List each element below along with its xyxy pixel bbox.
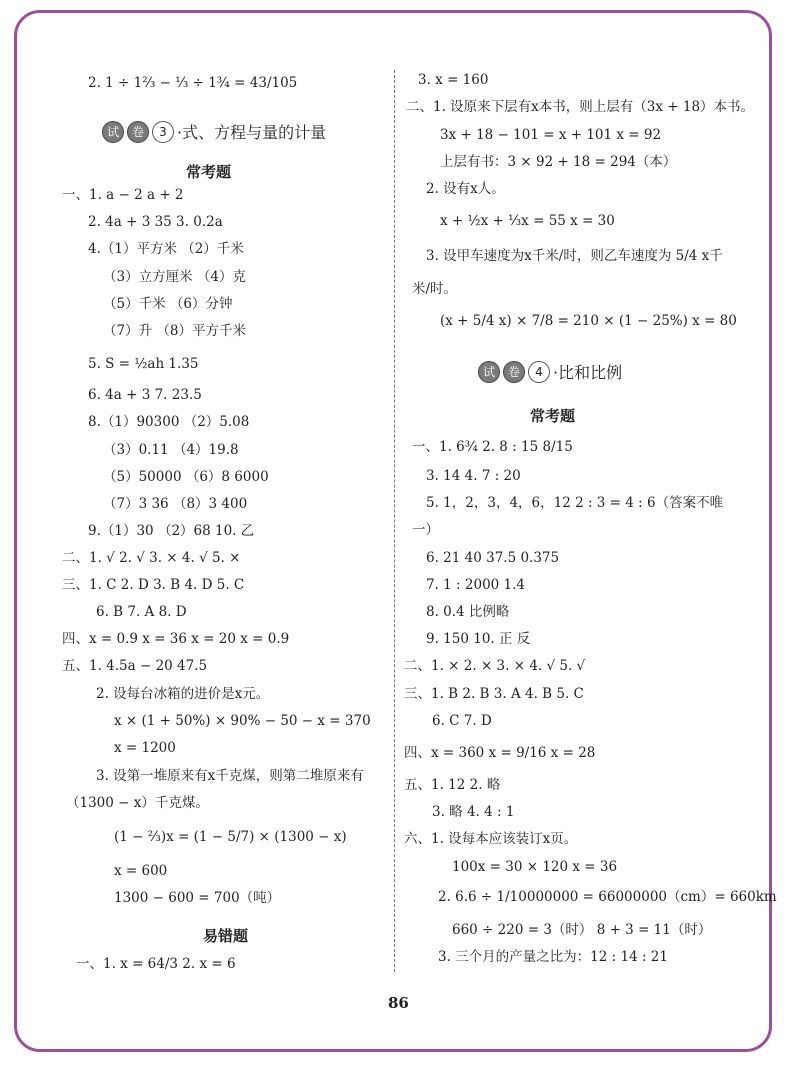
answer-line: 5. 1，2，3，4，6，12 2 : 3 = 4 : 6（答案不唯 <box>426 495 724 511</box>
answer-line: 8.（1）90300 （2）5.08 <box>88 414 250 430</box>
answer-line: 6. 21 40 37.5 0.375 <box>426 550 560 566</box>
answer-line: (1 − ⅔)x = (1 − 5/7) × (1300 − x) <box>114 829 347 845</box>
answer-line: 上层有书：3 × 92 + 18 = 294（本） <box>440 154 677 170</box>
badge-juan: 卷 <box>127 121 149 143</box>
section-title-text: ·式、方程与量的计量 <box>177 123 327 142</box>
answer-line: （7）3 36 （8）3 400 <box>103 496 248 512</box>
section-title-4 <box>478 360 622 383</box>
answer-line: 9. 150 10. 正 反 <box>426 631 531 647</box>
answer-line: 8. 0.4 比例略 <box>426 604 510 620</box>
badge-number: 4 <box>528 361 550 383</box>
answer-line: 五、1. 12 2. 略 <box>404 777 501 793</box>
answer-line: 一、1. 6¾ 2. 8 : 15 8/15 <box>412 439 573 455</box>
answer-line: x + ½x + ⅓x = 55 x = 30 <box>440 213 615 229</box>
answer-line: 3x + 18 − 101 = x + 101 x = 92 <box>440 127 662 143</box>
answer-line: x = 600 <box>114 863 168 879</box>
section-title-text: ·比和比例 <box>553 363 623 382</box>
answer-line: 6. B 7. A 8. D <box>96 604 187 620</box>
answer-line: (x + 5/4 x) × 7/8 = 210 × (1 − 25%) x = 80 <box>440 313 737 329</box>
answer-line: 2. 设每台冰箱的进价是x元。 <box>96 686 270 702</box>
answer-line: 2. 4a + 3 35 3. 0.2a <box>88 214 223 230</box>
badge-juan: 卷 <box>503 361 525 383</box>
answer-line: 3. 略 4. 4 : 1 <box>432 804 515 820</box>
answer-line: 二、1. 设原来下层有x本书，则上层有（3x + 18）本书。 <box>406 99 755 115</box>
answer-line: 二、1. √ 2. √ 3. × 4. √ 5. × <box>62 550 241 566</box>
answer-line: 3. 三个月的产量之比为：12 : 14 : 21 <box>438 949 668 965</box>
heading-common: 常考题 <box>186 163 232 181</box>
answer-line: 3. x = 160 <box>418 72 489 88</box>
answer-line: 660 ÷ 220 = 3（时） 8 + 3 = 11（时） <box>452 922 712 938</box>
answer-line: 7. 1 : 2000 1.4 <box>426 577 526 593</box>
answer-line: （1300 − x）千克煤。 <box>66 795 209 811</box>
answer-line: 6. 4a + 3 7. 23.5 <box>88 387 202 403</box>
answer-line: x × (1 + 50%) × 90% − 50 − x = 370 <box>114 713 371 729</box>
answer-line: （3）立方厘米 （4）克 <box>103 269 246 285</box>
answer-line: 六、1. 设每本应该装订x页。 <box>404 831 578 847</box>
answer-line: 2. 设有x人。 <box>426 181 505 197</box>
answer-line: x = 1200 <box>114 740 176 756</box>
answer-line: 9.（1）30 （2）68 10. 乙 <box>88 523 255 539</box>
answer-line: 三、1. B 2. B 3. A 4. B 5. C <box>404 686 584 702</box>
answer-line: （5）千米 （6）分钟 <box>103 296 233 312</box>
answer-line: 3. 14 4. 7 : 20 <box>426 468 521 484</box>
badge-number: 3 <box>152 121 174 143</box>
answer-line: 一、1. a − 2 a + 2 <box>62 187 184 203</box>
section-title-3 <box>102 120 326 143</box>
answer-line: 一、1. x = 64/3 2. x = 6 <box>76 956 236 972</box>
answer-line: 2. 6.6 ÷ 1/10000000 = 66000000（cm）= 660km <box>438 889 777 905</box>
answer-line: 100x = 30 × 120 x = 36 <box>452 859 618 875</box>
answer-line: 4.（1）平方米 （2）千米 <box>88 241 244 257</box>
answer-line: 3. 设甲车速度为x千米/时，则乙车速度为 5/4 x千 <box>426 248 723 264</box>
answer-line: （7）升 （8）平方千米 <box>103 323 246 339</box>
answer-line: 三、1. C 2. D 3. B 4. D 5. C <box>62 577 245 593</box>
answer-line: 四、x = 0.9 x = 36 x = 20 x = 0.9 <box>62 631 290 647</box>
answer-line: 五、1. 4.5a − 20 47.5 <box>62 658 208 674</box>
answer-line: 一） <box>412 522 439 538</box>
answer-line: 米/时。 <box>412 281 458 297</box>
answer-line: 6. C 7. D <box>432 713 492 729</box>
badge-shi: 试 <box>102 121 124 143</box>
heading-error: 易错题 <box>203 927 249 945</box>
heading-common: 常考题 <box>530 407 576 425</box>
answer-line: （3）0.11 （4）19.8 <box>103 442 239 458</box>
answer-line: 5. S = ½ah 1.35 <box>88 356 199 372</box>
answer-line: 四、x = 360 x = 9/16 x = 28 <box>404 745 596 761</box>
answer-line: 二、1. × 2. × 3. × 4. √ 5. √ <box>404 658 586 674</box>
answer-line: 1300 − 600 = 700（吨） <box>114 890 281 906</box>
answer-line: 2. 1 ÷ 1⅔ − ⅓ ÷ 1¾ = 43/105 <box>88 75 298 91</box>
answer-line: 3. 设第一堆原来有x千克煤，则第二堆原来有 <box>96 768 364 784</box>
badge-shi: 试 <box>478 361 500 383</box>
column-divider <box>394 70 395 972</box>
answer-line: （5）50000 （6）8 6000 <box>103 469 269 485</box>
page-number: 86 <box>388 994 409 1012</box>
